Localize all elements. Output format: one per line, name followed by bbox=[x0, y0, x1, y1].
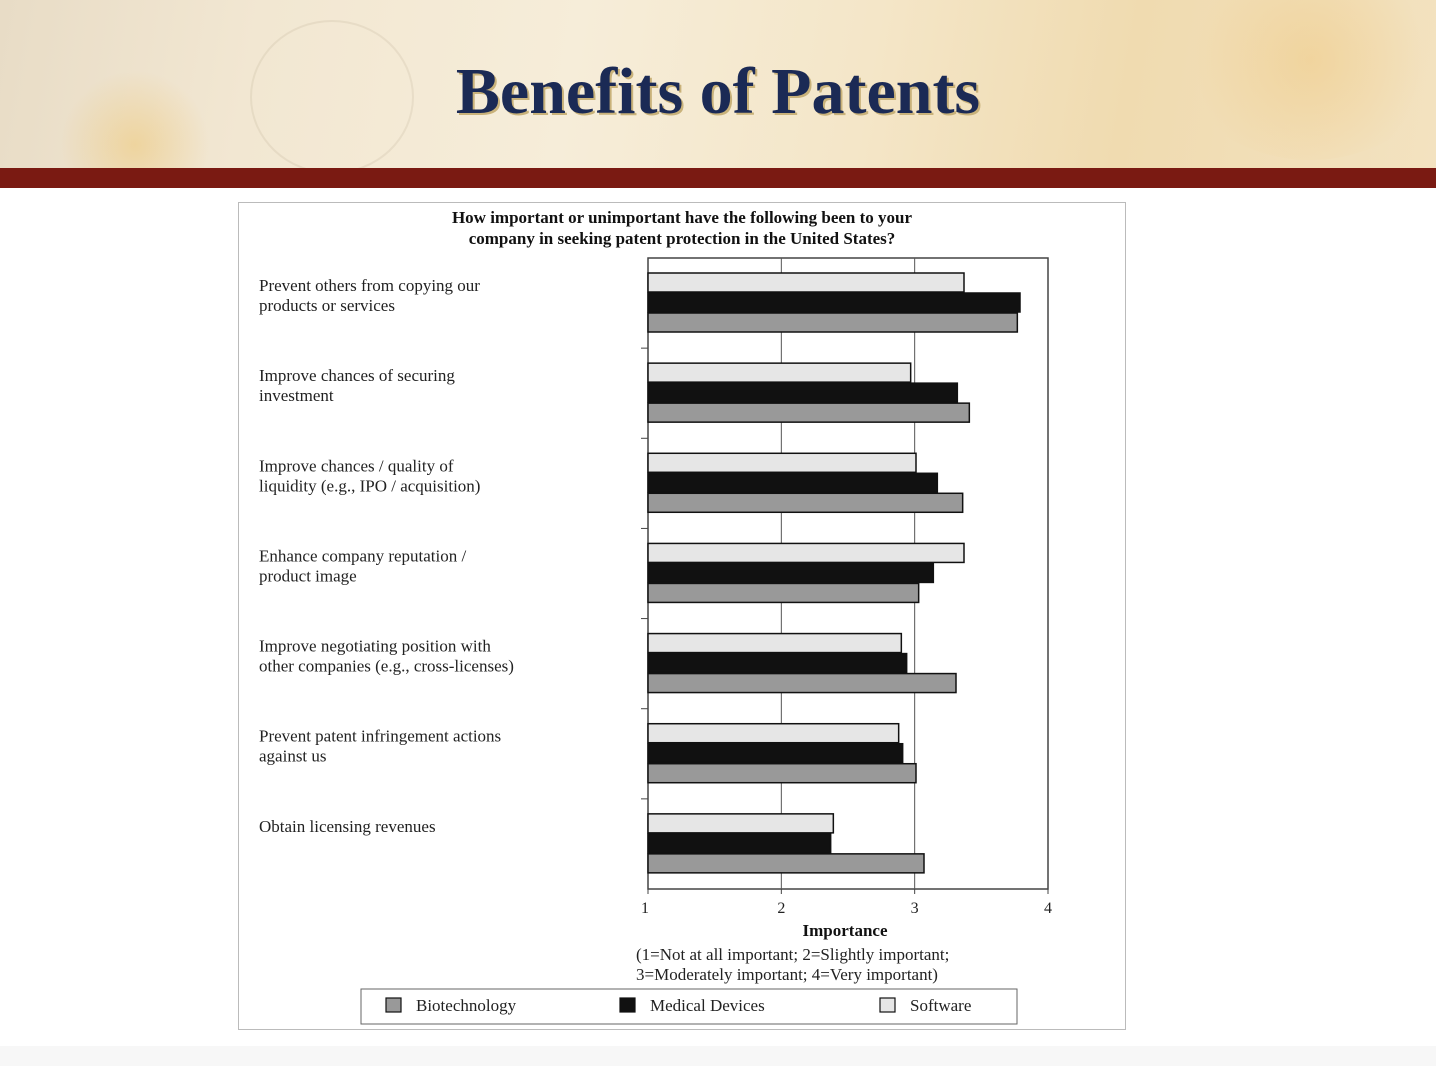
bar-software bbox=[648, 634, 901, 653]
bar-medical-devices bbox=[648, 293, 1020, 312]
category-label: Improve chances of securing bbox=[259, 366, 455, 386]
category-label: Enhance company reputation / bbox=[259, 546, 467, 566]
legend-swatch bbox=[620, 998, 635, 1012]
slide-header bbox=[0, 0, 1436, 168]
bar-medical-devices bbox=[648, 654, 907, 673]
chart-title-line: company in seeking patent protection in the United States? bbox=[468, 229, 896, 248]
slide-title: Benefits of Patents bbox=[455, 55, 981, 128]
category-label: products or services bbox=[259, 296, 395, 315]
x-tick-label: 1 bbox=[641, 900, 649, 917]
bar-software bbox=[648, 543, 964, 562]
category-label: against us bbox=[259, 746, 327, 766]
category-label: Prevent patent infringement actions bbox=[259, 726, 502, 746]
legend-swatch bbox=[386, 998, 401, 1012]
category-label: other companies (e.g., cross-licenses) bbox=[259, 656, 514, 676]
legend-label: Software bbox=[910, 996, 972, 1015]
bar-software bbox=[648, 814, 833, 833]
category-label: investment bbox=[259, 386, 334, 406]
chart-title-line: How important or unimportant have the following been to your bbox=[451, 208, 913, 227]
bar-biotechnology bbox=[648, 583, 919, 602]
x-axis-note: 3=Moderately important; 4=Very important) bbox=[636, 965, 938, 984]
x-tick-label: 2 bbox=[777, 900, 786, 917]
legend-swatch bbox=[880, 998, 895, 1012]
category-label: Improve negotiating position with bbox=[259, 636, 491, 656]
bar-software bbox=[648, 724, 899, 743]
bar-medical-devices bbox=[648, 563, 933, 582]
footer-band bbox=[0, 1046, 1436, 1066]
category-label: Prevent others from copying our bbox=[259, 276, 480, 295]
legend-label: Medical Devices bbox=[650, 996, 765, 1015]
legend-label: Biotechnology bbox=[416, 996, 517, 1015]
x-tick-label: 3 bbox=[910, 900, 919, 917]
chart-figure bbox=[238, 202, 1126, 1030]
category-label: product image bbox=[259, 566, 357, 586]
bar-software bbox=[648, 273, 964, 292]
bar-biotechnology bbox=[648, 674, 956, 693]
x-tick-label: 4 bbox=[1044, 900, 1052, 917]
bar-software bbox=[648, 363, 911, 382]
x-axis-note: (1=Not at all important; 2=Slightly important; bbox=[636, 945, 950, 964]
bar-biotechnology bbox=[648, 764, 916, 783]
bar-biotechnology bbox=[648, 403, 969, 422]
bar-biotechnology bbox=[648, 493, 963, 512]
header-divider-bar bbox=[0, 168, 1436, 188]
bar-biotechnology bbox=[648, 313, 1017, 332]
x-axis-title: Importance bbox=[802, 921, 888, 940]
bar-medical-devices bbox=[648, 744, 903, 763]
bar-medical-devices bbox=[648, 834, 831, 853]
bar-medical-devices bbox=[648, 473, 937, 492]
bar-software bbox=[648, 453, 916, 472]
chart-canvas bbox=[239, 203, 1125, 1029]
bar-biotechnology bbox=[648, 854, 924, 873]
bar-medical-devices bbox=[648, 383, 957, 402]
category-label: Obtain licensing revenues bbox=[259, 816, 436, 836]
category-label: liquidity (e.g., IPO / acquisition) bbox=[259, 476, 481, 496]
category-label: Improve chances / quality of bbox=[259, 456, 454, 476]
